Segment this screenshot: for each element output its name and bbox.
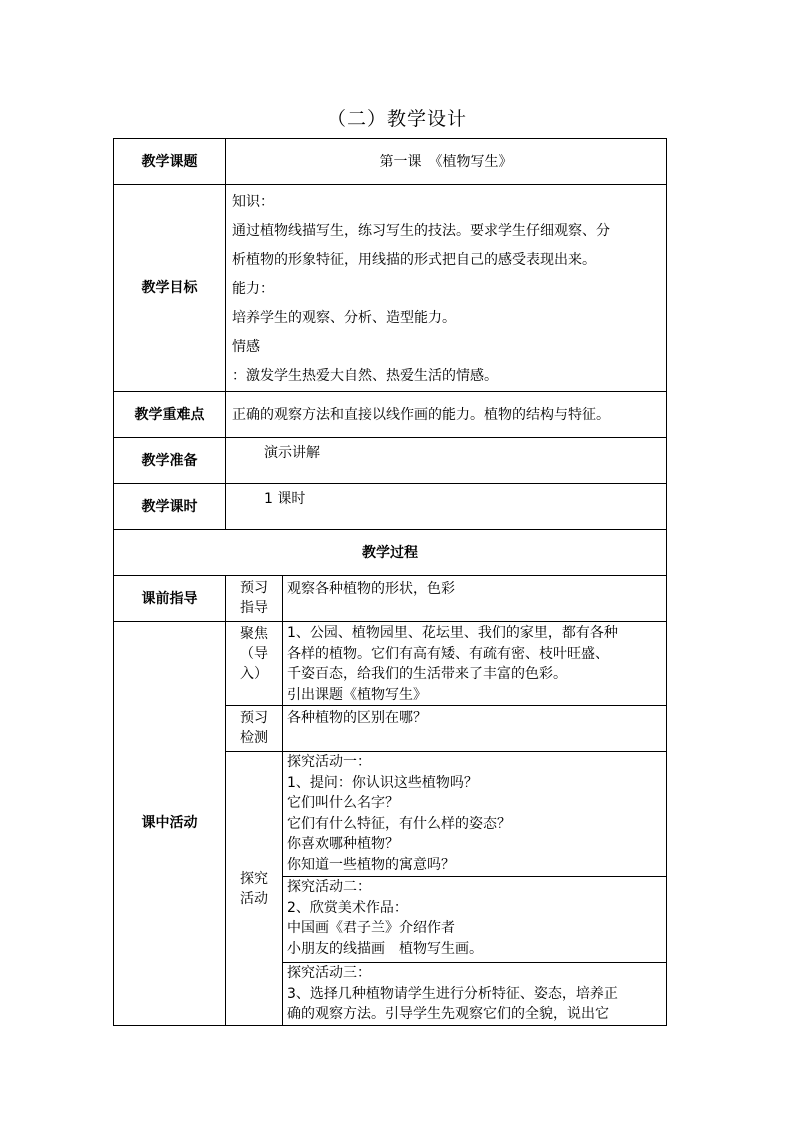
focus-content: [283, 622, 667, 706]
focus-sublabel: [226, 622, 283, 706]
goal-line: 能力：: [232, 281, 274, 297]
hours-value: 1 课时: [226, 484, 667, 530]
goals-label: 教学目标: [114, 185, 226, 392]
preparation-label: 教学准备: [114, 438, 226, 484]
activity-line: 你喜欢哪种植物？: [287, 836, 399, 852]
key-points-label: 教学重难点: [114, 392, 226, 438]
activity-line: 小朋友的线描画 植物写生画。: [287, 940, 483, 957]
sublabel-line: 指导: [240, 600, 268, 616]
activity-line: 探究活动一：: [287, 754, 371, 770]
sublabel-line: 聚焦: [240, 626, 268, 642]
check-sublabel: [226, 706, 283, 752]
sublabel-line: （导: [240, 646, 268, 662]
goal-line: 知识：: [232, 194, 274, 210]
goal-line: 通过植物线描写生，练习写生的技法。要求学生仔细观察、分: [232, 223, 610, 239]
goal-line: ：激发学生热爱大自然、热爱生活的情感。: [232, 368, 498, 384]
explore-activity-3: [283, 963, 667, 1026]
pre-class-label: 课前指导: [114, 576, 226, 622]
key-points-value: 正确的观察方法和直接以线作画的能力。植物的结构与特征。: [226, 392, 667, 438]
focus-line: 各样的植物。它们有高有矮、有疏有密、枝叶旺盛、: [287, 645, 609, 662]
activity-line: 探究活动二：: [287, 879, 371, 895]
activity-line: 中国画《君子兰》介绍作者: [287, 920, 455, 936]
activity-line: 它们有什么特征，有什么样的姿态？: [287, 815, 511, 832]
check-content: 各种植物的区别在哪？: [283, 706, 667, 752]
goals-content: [226, 185, 667, 392]
goal-line: 培养学生的观察、分析、造型能力。: [232, 310, 456, 326]
explore-activity-2: [283, 877, 667, 963]
sublabel-line: 入）: [240, 666, 268, 682]
goal-line: 情感: [232, 339, 260, 355]
topic-label: 教学课题: [114, 139, 226, 185]
explore-activity-1: [283, 752, 667, 877]
sublabel-line: 活动: [240, 891, 268, 908]
focus-line: 引出课题《植物写生》: [287, 686, 427, 703]
focus-line: 1、公园、植物园里、花坛里、我们的家里，都有各种: [287, 625, 618, 641]
focus-line: 千姿百态，给我们的生活带来了丰富的色彩。: [287, 666, 567, 682]
activity-line: 它们叫什么名字？: [287, 795, 399, 811]
in-class-label: 课中活动: [114, 622, 226, 1026]
activity-line: 确的观察方法。引导学生先观察它们的全貌，说出它: [287, 1006, 609, 1022]
activity-line: 你知道一些植物的寓意吗？: [287, 856, 455, 873]
sublabel-line: 检测: [240, 730, 268, 746]
pre-class-content: 观察各种植物的形状，色彩: [283, 576, 667, 622]
explore-sublabel: [226, 752, 283, 1026]
goal-line: 析植物的形象特征，用线描的形式把自己的感受表现出来。: [232, 252, 596, 268]
pre-class-sublabel: [226, 576, 283, 622]
activity-line: 探究活动三：: [287, 965, 371, 981]
activity-line: 1、提问：你认识这些植物吗？: [287, 774, 478, 791]
process-header: 教学过程: [114, 530, 667, 576]
activity-line: 3、选择几种植物请学生进行分析特征、姿态，培养正: [287, 985, 618, 1002]
sublabel-line: 探究: [240, 871, 268, 888]
sublabel-line: 预习: [240, 580, 268, 596]
preparation-value: 演示讲解: [226, 438, 667, 484]
page-title: （二）教学设计: [326, 108, 467, 130]
hours-label: 教学课时: [114, 484, 226, 530]
topic-value: 第一课 《植物写生》: [226, 139, 667, 185]
lesson-plan-table: [113, 138, 667, 1026]
sublabel-line: 预习: [240, 710, 268, 726]
activity-line: 2、欣赏美术作品：: [287, 899, 408, 916]
